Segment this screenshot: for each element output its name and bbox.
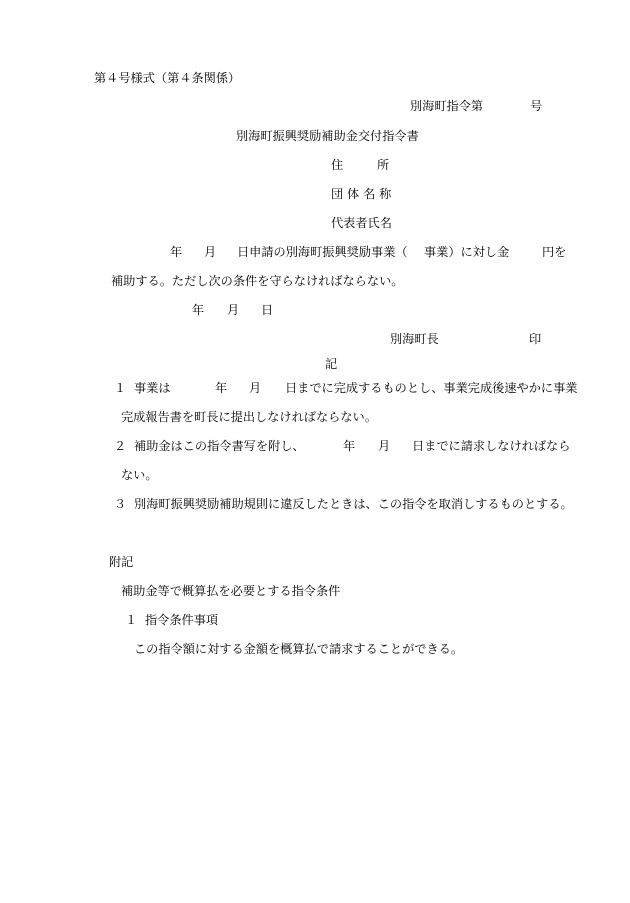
doc-number-prefix: 別海町指令第 [410, 99, 484, 113]
seal-mark: 印 [529, 332, 542, 346]
body-yen: 円を [542, 245, 567, 259]
form-number: 第４号様式（第４条関係） [94, 71, 241, 85]
address-label-1: 住 [331, 158, 344, 172]
condition-text-tail: 日までに請求しなければなら [412, 439, 571, 453]
appendix-subheading: 補助金等で概算払を必要とする指令条件 [121, 584, 341, 598]
organization-name-label: 団 体 名 称 [331, 187, 392, 201]
date-day: 日 [261, 303, 274, 317]
condition-number: ２ [114, 439, 127, 453]
condition-year: 年 [343, 439, 356, 453]
condition-number: １ [114, 381, 127, 395]
date-month: 月 [227, 303, 240, 317]
date-year: 年 [192, 303, 205, 317]
condition-month: 月 [378, 439, 391, 453]
document-title: 別海町振興奨励補助金交付指令書 [236, 129, 419, 143]
body-year: 年 [170, 245, 183, 259]
address-label-2: 所 [377, 158, 390, 172]
body-application-text: 日申請の別海町振興奨励事業（ [237, 245, 408, 259]
ki-heading: 記 [325, 357, 338, 371]
appendix-item-text: この指令額に対する金額を概算払で請求することができる。 [134, 642, 464, 656]
condition-text: 別海町振興奨励補助規則に違反したときは、この指令を取消しするものとする。 [134, 497, 573, 511]
appendix-item-label: 指令条件事項 [145, 613, 219, 627]
appendix-item-number: １ [125, 613, 138, 627]
condition-number: ３ [114, 497, 127, 511]
condition-month: 月 [249, 381, 262, 395]
condition-continuation: 完成報告書を町長に提出しなければならない。 [121, 410, 377, 424]
appendix-heading: 附記 [109, 555, 134, 569]
issuer-title: 別海町長 [390, 332, 439, 346]
representative-name-label: 代表者氏名 [331, 216, 392, 230]
body-month: 月 [204, 245, 217, 259]
body-line-2: 補助する。ただし次の条件を守らなければならない。 [111, 274, 404, 288]
condition-text-tail: 日までに完成するものとし、事業完成後速やかに事業 [285, 381, 578, 395]
body-project-text: 事業）に対し金 [424, 245, 510, 259]
condition-text: 補助金はこの指令書写を附し、 [134, 439, 305, 453]
condition-continuation: ない。 [121, 468, 158, 482]
condition-year: 年 [215, 381, 228, 395]
doc-number-suffix: 号 [530, 99, 543, 113]
condition-text: 事業は [134, 381, 171, 395]
